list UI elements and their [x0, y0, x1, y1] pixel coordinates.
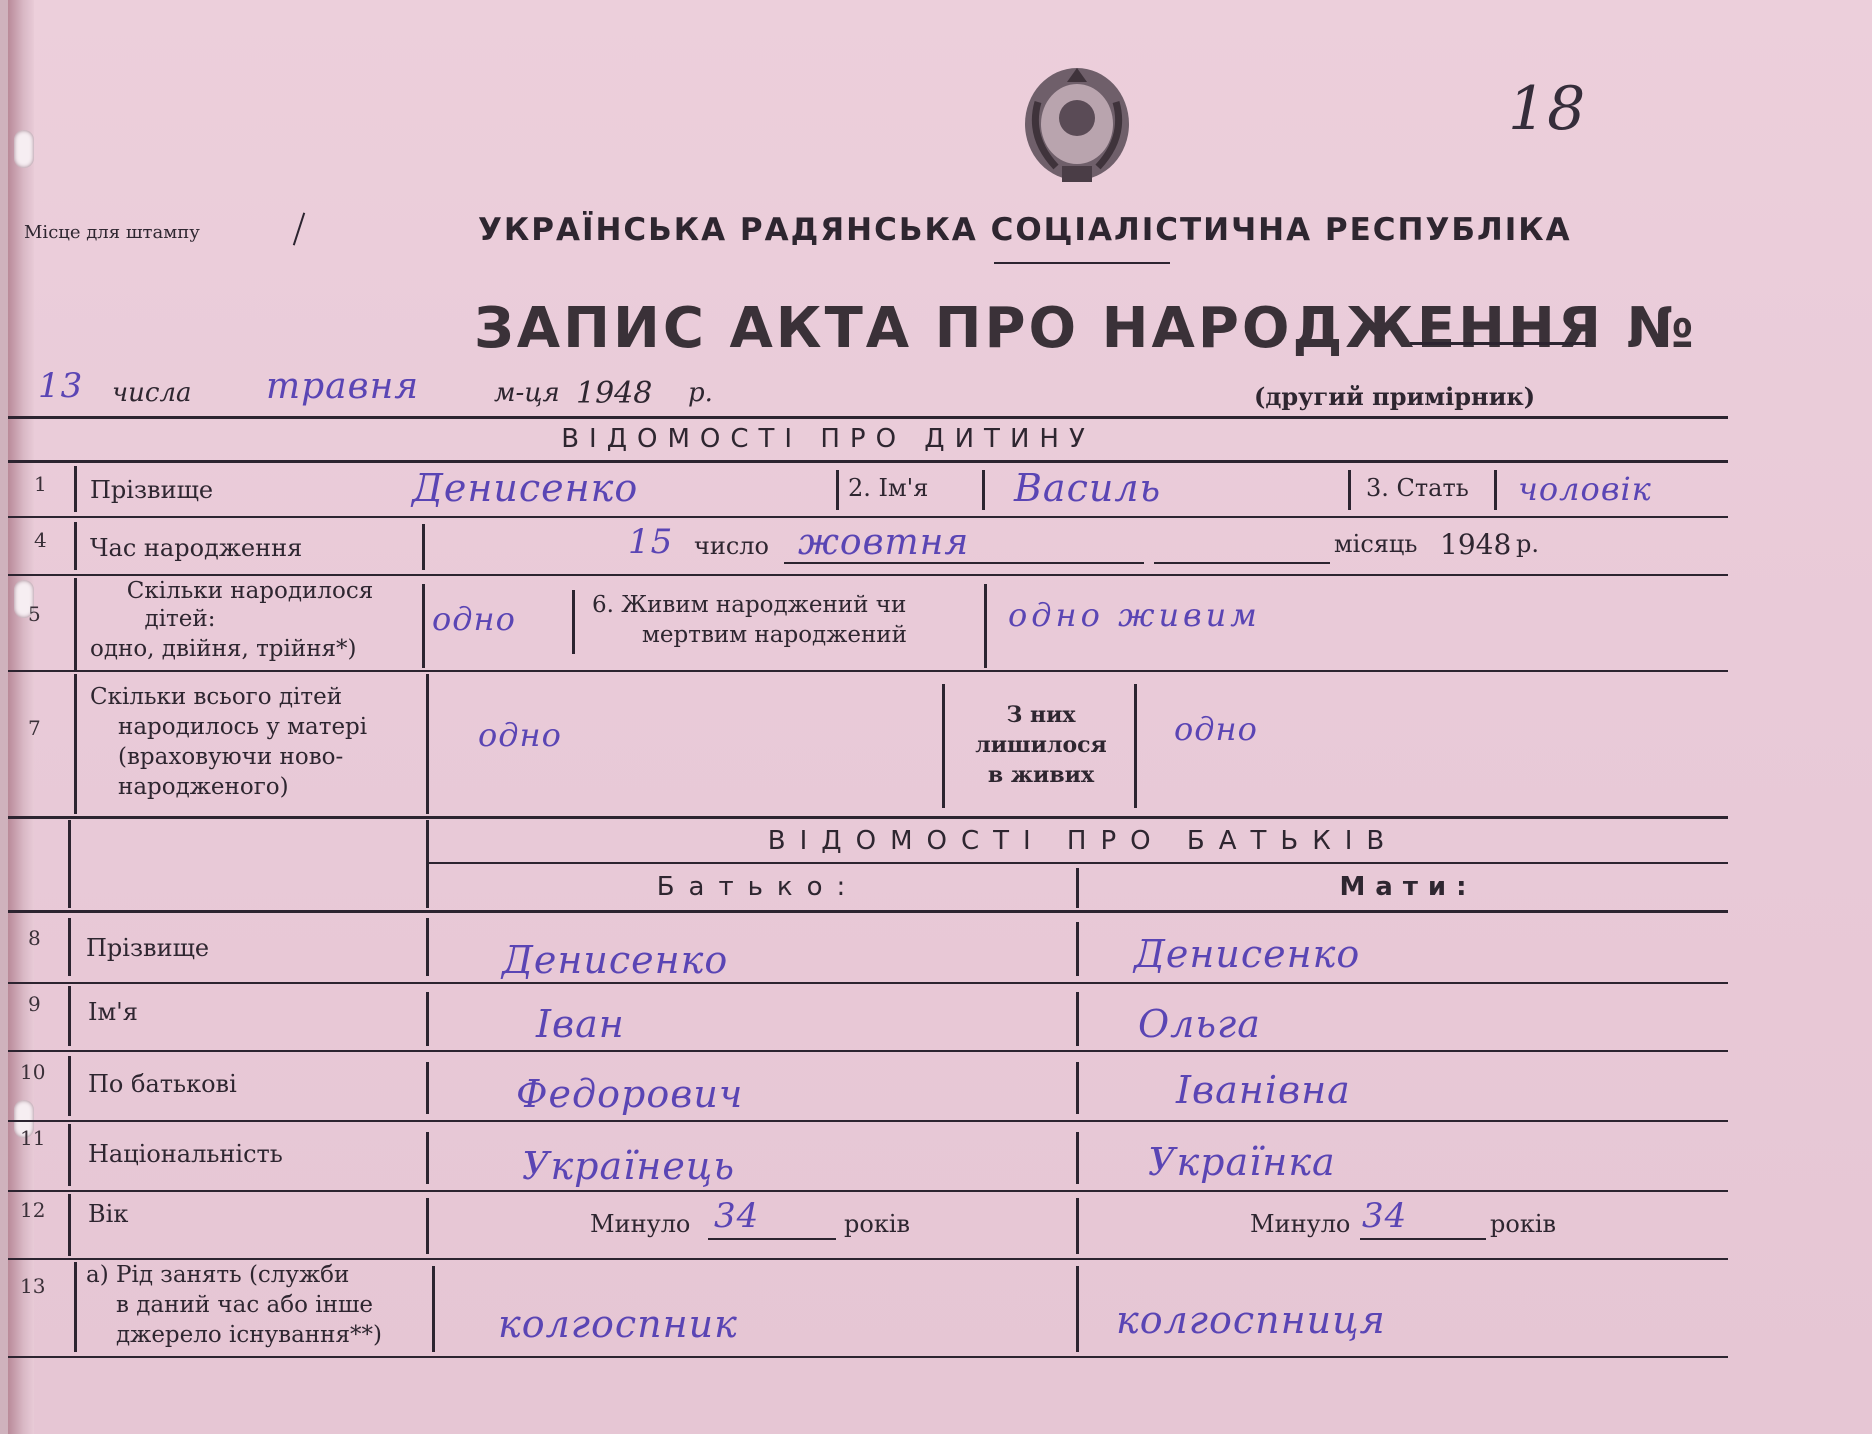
row-divider: [74, 522, 77, 570]
row-divider: [68, 1194, 71, 1256]
birth-month-value: жовтня: [798, 522, 970, 563]
alive-born-value: одно живим: [1008, 596, 1261, 634]
col-divider: [836, 470, 839, 510]
col-divider: [1494, 470, 1497, 510]
stamp-place-label: Місце для штампу: [24, 222, 200, 243]
row-number: 1: [34, 472, 47, 496]
row-number: 5: [28, 602, 41, 626]
copy-label: (другий примірник): [1254, 382, 1536, 411]
record-year: 1948: [576, 376, 653, 411]
child-name-label: 2. Ім'я: [848, 474, 929, 502]
father-occupation-value: колгоспник: [498, 1302, 738, 1346]
mother-children-label-3: (враховуючи ново-: [118, 744, 344, 770]
col-divider: [1348, 470, 1351, 510]
record-month: травня: [266, 366, 420, 407]
father-header: Батько:: [656, 872, 860, 902]
record-year-suffix: р.: [688, 378, 713, 408]
age-label: Вік: [88, 1200, 129, 1228]
row-border: [8, 1190, 1728, 1192]
row-divider: [74, 1262, 77, 1352]
row-number: 4: [34, 528, 47, 552]
alive-children-label-3: в живих: [987, 762, 1095, 788]
row-border: [8, 910, 1728, 913]
fill-line: [784, 562, 1144, 564]
row-border: [8, 1050, 1728, 1052]
fill-line: [1154, 562, 1330, 564]
mother-children-value: одно: [478, 716, 562, 754]
col-divider: [1076, 1062, 1079, 1114]
occupation-label-3: джерело існування**): [116, 1322, 382, 1348]
punch-hole: [14, 130, 34, 168]
row-number: 12: [20, 1198, 46, 1222]
row-number: 13: [20, 1274, 46, 1298]
col-divider: [1134, 684, 1137, 808]
col-divider: [982, 470, 985, 510]
alive-born-label-1: 6. Живим народжений чи: [592, 592, 907, 618]
mother-name-value: Ольга: [1138, 1002, 1261, 1046]
parents-header-border: [428, 862, 1728, 864]
col-divider: [432, 1266, 435, 1352]
col-divider: [426, 992, 429, 1046]
parent-nationality-label: Національність: [88, 1140, 283, 1168]
record-title: ЗАПИС АКТА ПРО НАРОДЖЕННЯ №: [474, 296, 1697, 361]
parents-section-header: ВІДОМОСТІ ПРО БАТЬКІВ: [767, 826, 1399, 856]
mother-nationality-value: Українка: [1148, 1140, 1336, 1184]
alive-children-label-1: З них: [1006, 702, 1076, 728]
births-count-label-3: одно, двійня, трійня*): [90, 636, 357, 662]
col-divider: [1076, 992, 1079, 1046]
child-section-header: ВІДОМОСТІ ПРО ДИТИНУ: [561, 424, 1095, 454]
parent-patronymic-label: По батькові: [88, 1070, 237, 1098]
birth-day-value: 15: [628, 522, 674, 562]
coat-of-arms-emblem: [1018, 62, 1136, 190]
births-count-label-1: Скільки народилося: [126, 578, 374, 604]
row-divider: [68, 1124, 71, 1186]
republic-heading: УКРАЇНСЬКА РАДЯНСЬКА СОЦІАЛІСТИЧНА РЕСПУБЛІКА: [478, 212, 1572, 248]
col-divider: [572, 590, 575, 654]
mother-children-label-1: Скільки всього дітей: [90, 684, 343, 710]
row-border: [8, 670, 1728, 672]
header-underline: [994, 262, 1170, 264]
row-divider: [74, 466, 77, 512]
col-divider: [426, 1132, 429, 1184]
birth-year-value: 1948: [1440, 528, 1512, 561]
record-sheet: [8, 0, 1872, 1434]
row-number: 7: [28, 716, 41, 740]
parent-name-label: Ім'я: [88, 998, 138, 1026]
row-divider: [68, 986, 71, 1046]
col-divider: [1076, 868, 1079, 908]
mother-surname-value: Денисенко: [1134, 932, 1361, 976]
birth-year-suffix: р.: [1516, 530, 1539, 558]
row-border: [8, 516, 1728, 518]
birth-time-label: Час народження: [90, 534, 303, 562]
child-name-value: Василь: [1014, 466, 1162, 510]
mother-children-label-4: народженого): [118, 774, 289, 800]
birth-day-word: число: [694, 532, 769, 560]
record-day-label: числа: [112, 378, 192, 408]
row-number: 11: [20, 1126, 46, 1150]
mother-age-suffix: років: [1490, 1210, 1556, 1238]
father-nationality-value: Українець: [522, 1144, 736, 1188]
row-border: [8, 982, 1728, 984]
alive-born-label-2: мертвим народжений: [642, 622, 907, 648]
table-top-border: [8, 416, 1728, 419]
father-age-prefix: Минуло: [590, 1210, 691, 1238]
row-number: 8: [28, 926, 41, 950]
father-name-value: Іван: [536, 1002, 625, 1046]
col-divider: [426, 1062, 429, 1114]
col-divider: [1076, 922, 1079, 976]
section-border: [8, 816, 1728, 819]
col-divider: [426, 674, 429, 814]
alive-children-label-2: лишилося: [975, 732, 1107, 758]
row-border: [8, 1258, 1728, 1260]
row-divider: [74, 674, 77, 814]
row-divider: [68, 918, 71, 976]
occupation-label-2: в даний час або інше: [116, 1292, 373, 1318]
col-divider: [422, 524, 425, 570]
col-divider: [1076, 1132, 1079, 1184]
father-patronymic-value: Федорович: [516, 1072, 744, 1116]
col-divider: [1076, 1198, 1079, 1254]
births-count-label-2: дітей:: [144, 606, 216, 632]
stamp-tick: [293, 213, 305, 246]
child-surname-value: Денисенко: [412, 466, 639, 510]
col-divider: [942, 684, 945, 808]
row-border: [8, 574, 1728, 576]
mother-age-value: 34: [1362, 1196, 1408, 1236]
occupation-label-1: а) Рід занять (служби: [86, 1262, 350, 1288]
child-sex-label: 3. Стать: [1366, 474, 1469, 502]
fill-line: [708, 1238, 836, 1240]
mother-header: Мати:: [1339, 872, 1477, 902]
mother-occupation-value: колгоспниця: [1116, 1298, 1386, 1342]
parent-surname-label: Прізвище: [86, 934, 210, 962]
row-border: [8, 1120, 1728, 1122]
fill-line: [1360, 1238, 1486, 1240]
row-divider: [68, 1056, 71, 1116]
col-divider: [426, 1198, 429, 1254]
birth-month-word: місяць: [1334, 530, 1418, 558]
child-surname-label: Прізвище: [90, 476, 214, 504]
row-divider: [68, 820, 71, 908]
record-day: 13: [38, 366, 84, 406]
record-month-label: м-ця: [494, 378, 560, 408]
mother-patronymic-value: Іванівна: [1176, 1068, 1351, 1112]
col-divider: [426, 820, 429, 908]
mother-age-prefix: Минуло: [1250, 1210, 1351, 1238]
row-number: 9: [28, 992, 41, 1016]
col-divider: [1076, 1266, 1079, 1352]
father-age-value: 34: [714, 1196, 760, 1236]
page-number: 18: [1508, 74, 1587, 144]
births-count-value: одно: [432, 600, 516, 638]
row-divider: [74, 578, 77, 670]
child-header-border: [8, 460, 1728, 463]
child-sex-value: чоловік: [1518, 470, 1652, 508]
title-number-line: [1410, 342, 1588, 345]
col-divider: [984, 584, 987, 668]
col-divider: [422, 584, 425, 668]
alive-children-value: одно: [1174, 710, 1258, 748]
father-surname-value: Денисенко: [502, 938, 729, 982]
mother-children-label-2: народилось у матері: [118, 714, 368, 740]
row-number: 10: [20, 1060, 46, 1084]
father-age-suffix: років: [844, 1210, 910, 1238]
col-divider: [426, 918, 429, 976]
row-border: [8, 1356, 1728, 1358]
